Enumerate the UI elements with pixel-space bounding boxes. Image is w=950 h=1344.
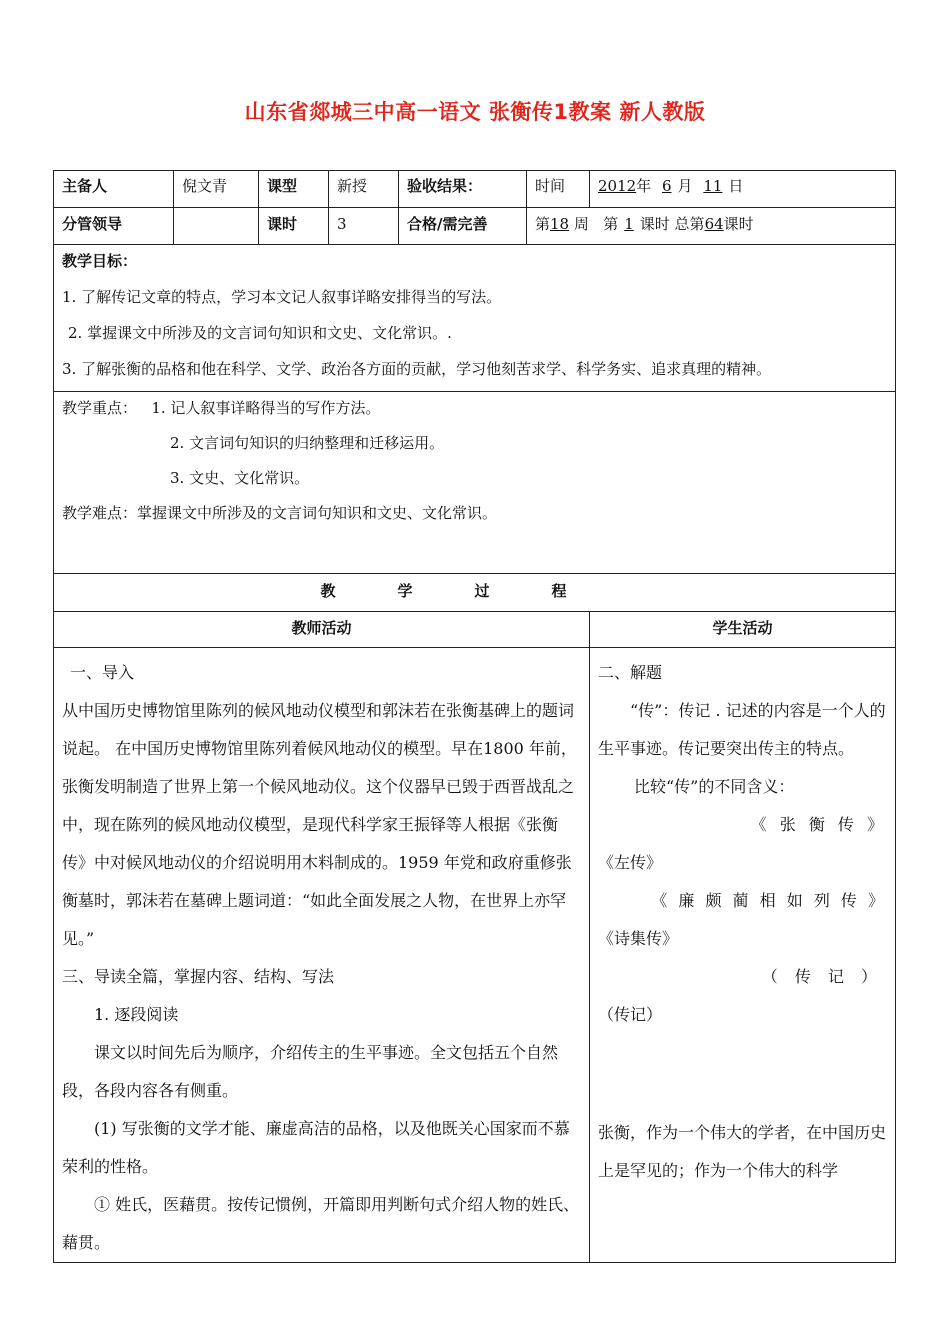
date-year-unit: 年 xyxy=(636,177,652,195)
date-year: 2012 xyxy=(598,177,637,195)
focus-item: 2. 文言词句知识的归纳整理和迁移运用。 xyxy=(170,434,445,452)
focus-label: 教学重点： xyxy=(62,399,138,417)
preparer-label: 主备人 xyxy=(54,171,174,208)
student-activity-cell xyxy=(590,648,896,1263)
date-day: 11 xyxy=(703,177,723,195)
goal-item: 2. 掌握课文中所涉及的文言词句知识和文史、文化常识。. xyxy=(68,324,452,342)
total-unit: 课时 xyxy=(723,215,754,233)
hours-label: 课时 xyxy=(259,208,329,245)
lesson-type-value: 新授 xyxy=(329,171,399,208)
teacher-paragraph: 课文以时间先后为顺序，介绍传主的生平事迹。全文包括五个自然段，各段内容各有侧重。 xyxy=(62,1043,559,1100)
focus-item: 3. 文史、文化常识。 xyxy=(170,469,310,487)
student-paragraph: “传”：传记 . 记述的内容是一个人的生平事迹。传记要突出传主的特点。 xyxy=(598,701,886,758)
teacher-activity-header: 教师活动 xyxy=(54,612,590,648)
document-title: 山东省郯城三中高一语文 张衡传1教案 新人教版 xyxy=(244,100,706,124)
teacher-paragraph: 三、导读全篇，掌握内容、结构、写法 xyxy=(62,967,335,986)
difficulty-text: 教学难点：掌握课文中所涉及的文言词句知识和文史、文化常识。 xyxy=(62,504,498,522)
week-cell xyxy=(527,208,896,245)
student-paragraph: 比较“传”的不同含义： xyxy=(634,777,795,796)
student-paragraph: 张衡，作为一个伟大的学者，在中国历史上是罕见的；作为一个伟大的科学 xyxy=(598,1123,887,1180)
goal-item: 3. 了解张衡的品格和他在科学、文学、政治各方面的贡献，学习他刻苦求学、科学务实、追求真理的精神。 xyxy=(62,360,772,378)
teacher-paragraph: 一、导入 xyxy=(70,663,135,682)
date-day-unit: 日 xyxy=(728,177,744,195)
week-number: 18 xyxy=(550,215,570,233)
student-activity-header: 学生活动 xyxy=(590,612,896,648)
lesson-prefix: 第 xyxy=(603,215,619,233)
week-prefix: 第 xyxy=(535,215,551,233)
lesson-unit: 课时 总第 xyxy=(639,215,705,233)
student-paragraph: 《 廉 颇 蔺 相 如 列 传 》 xyxy=(651,891,887,910)
teacher-paragraph: 1. 逐段阅读 xyxy=(94,1005,179,1024)
lesson-number: 1 xyxy=(624,215,634,233)
check-result-label: 验收结果： xyxy=(399,171,527,208)
teaching-goals-cell xyxy=(54,245,896,392)
total-lessons: 64 xyxy=(704,215,724,233)
student-paragraph: （传记） xyxy=(598,1005,663,1024)
date-month-unit: 月 xyxy=(677,177,693,195)
student-paragraph: 二、解题 xyxy=(598,663,663,682)
lesson-plan-table xyxy=(53,170,896,1263)
time-label: 时间 xyxy=(527,171,590,208)
student-paragraph: （ 传 记 ） xyxy=(761,967,883,986)
student-paragraph: 《左传》 xyxy=(598,853,663,872)
teacher-paragraph: (1) 写张衡的文学才能、廉虚高洁的品格，以及他既关心国家而不慕荣利的性格。 xyxy=(62,1119,570,1176)
focus-item: 1. 记人叙事详略得当的写作方法。 xyxy=(151,399,381,417)
preparer-value: 倪文青 xyxy=(174,171,259,208)
date-cell xyxy=(590,171,896,208)
leader-value xyxy=(174,208,259,245)
leader-label: 分管领导 xyxy=(54,208,174,245)
student-paragraph: 《诗集传》 xyxy=(598,929,679,948)
teacher-activity-cell xyxy=(54,648,590,1263)
teacher-paragraph: 从中国历史博物馆里陈列的候风地动仪模型和郭沫若在张衡基碑上的题词说起。 在中国历史博物馆里陈列着候风地动仪的模型。早在1800 年前，张衡发明制造了世界上第一个候风地动仪。这个仪器早已毁于西晋战乱之中，现在陈列的候风地动仪模型，是现代科学家王振铎等人根据《张衡传》中对候风地动仪的介绍说明用木料制成的。1959 年党和政府重修张衡墓时，郭沫若在墓碑上题词道：“如此全面发展之人物，在世界上亦罕见。” xyxy=(62,701,577,948)
teacher-paragraph: ① 姓氏，医藉贯。按传记惯例，开篇即用判断句式介绍人物的姓氏、藉贯。 xyxy=(62,1195,580,1252)
student-paragraph: 《 张 衡 传 》 xyxy=(750,815,887,834)
goal-item: 1. 了解传记文章的特点，学习本文记人叙事详略安排得当的写法。 xyxy=(62,288,502,306)
goals-heading: 教学目标： xyxy=(62,252,138,270)
process-heading: 教学过程 xyxy=(54,574,896,612)
date-month: 6 xyxy=(661,177,672,195)
pass-label: 合格/需完善 xyxy=(399,208,527,245)
lesson-type-label: 课型 xyxy=(259,171,329,208)
focus-cell xyxy=(54,392,896,574)
week-unit: 周 xyxy=(573,215,589,233)
hours-value: 3 xyxy=(329,208,399,245)
